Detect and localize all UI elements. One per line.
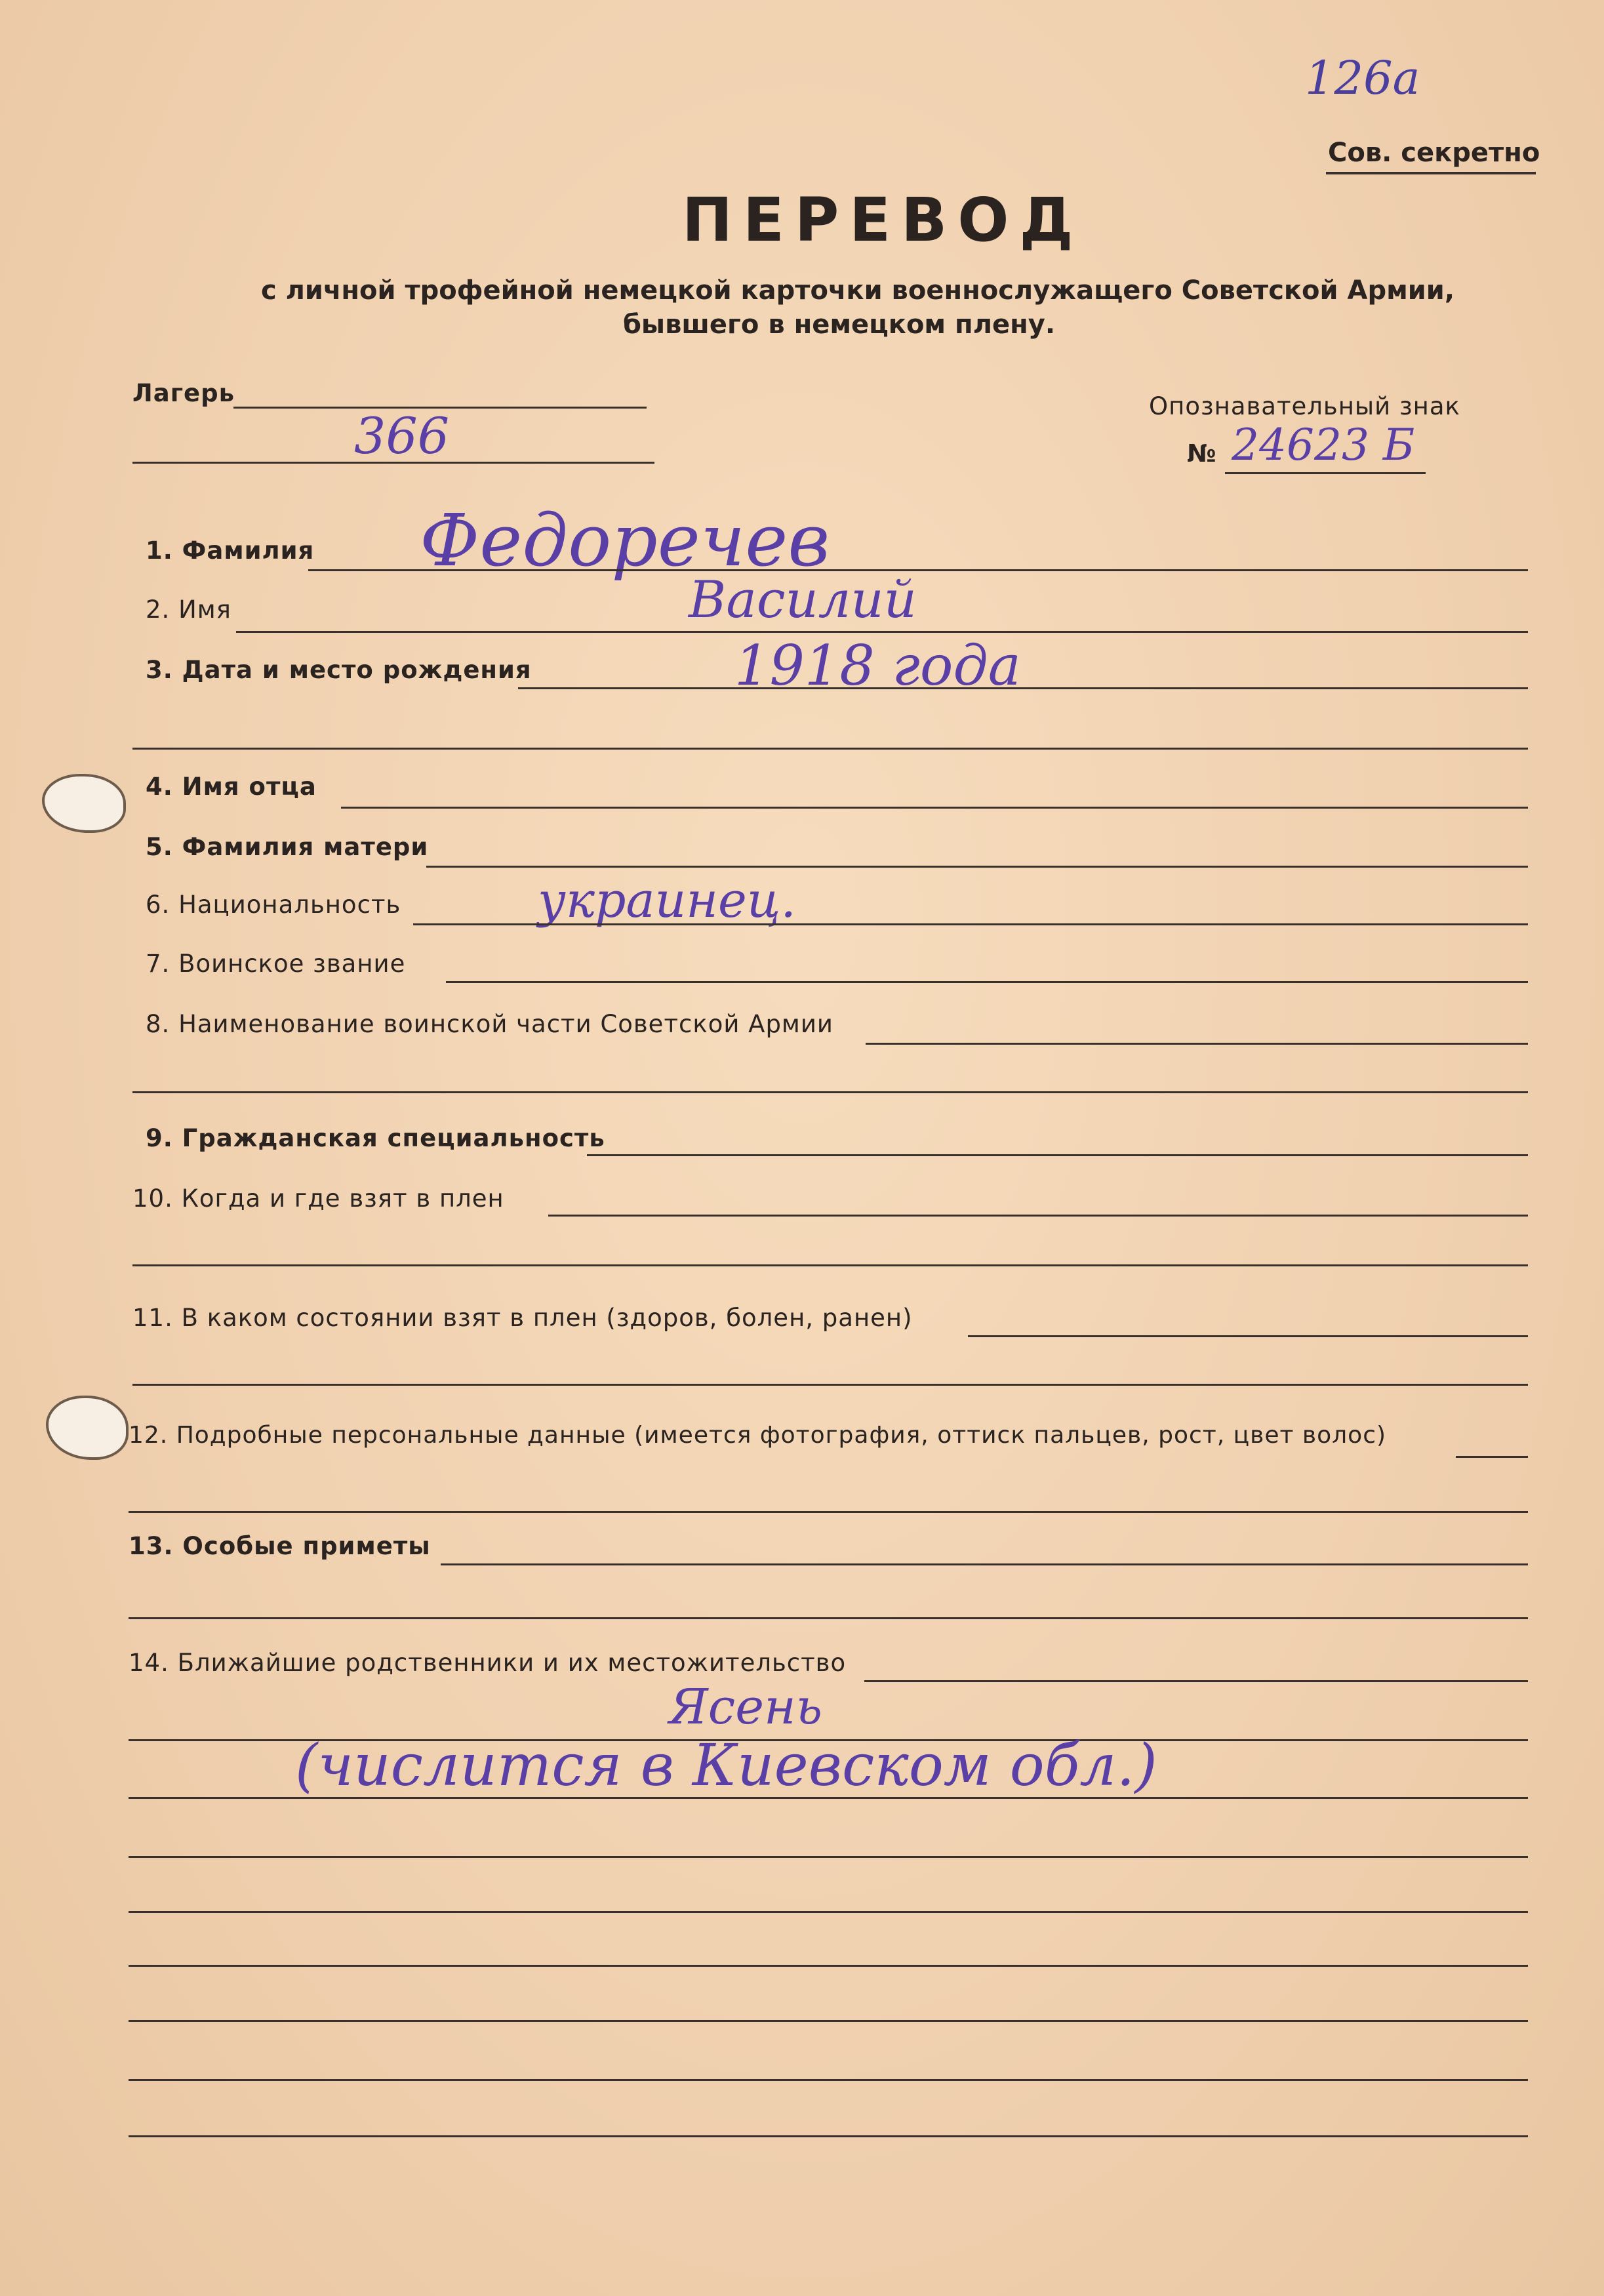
field-captured-label: 10. Когда и где взят в плен (132, 1184, 504, 1213)
classification-stamp: Сов. секретно (1328, 138, 1540, 168)
field-name-value: Василий (689, 571, 917, 630)
torn-hole-lower (46, 1396, 129, 1460)
archive-number: 126а (1305, 51, 1420, 105)
field-father-label: 4. Имя отца (146, 773, 317, 801)
relatives-value-line2: (числится в Киевском обл.) (295, 1731, 1157, 1799)
document-subtitle-line1: с личной трофейной немецкой карточки военнослужащего Советской Армии, (261, 275, 1455, 306)
field-profession-line (587, 1154, 1528, 1156)
camp-label: Лагерь (132, 379, 235, 407)
field-rank-line (446, 981, 1528, 983)
document-subtitle-line2: бывшего в немецком плену. (623, 310, 1056, 340)
blank-line (129, 2079, 1528, 2081)
blank-line (129, 1965, 1528, 1967)
field-surname-value: Федоречев (420, 498, 830, 582)
field-father-line (341, 807, 1528, 809)
document-title: ПЕРЕВОД (682, 185, 1084, 255)
field-name-line (236, 631, 1528, 633)
blank-line (129, 1856, 1528, 1858)
field-personal-data-label: 12. Подробные персональные данные (имеется фотография, оттиск пальцев, рост, цвет волос) (129, 1422, 1387, 1449)
field-mother-label: 5. Фамилия матери (146, 833, 429, 861)
blank-line (129, 1911, 1528, 1913)
field-birth-value: 1918 года (734, 634, 1021, 698)
field-birth-line-2 (132, 748, 1528, 750)
field-name-label: 2. Имя (146, 595, 231, 624)
field-marks-label: 13. Особые приметы (129, 1532, 431, 1560)
field-condition-line-2 (132, 1384, 1528, 1386)
field-captured-line-1 (548, 1215, 1528, 1217)
field-unit-label: 8. Наименование воинской части Советской Армии (146, 1010, 833, 1038)
camp-line-2 (132, 462, 654, 464)
camp-value: 366 (354, 407, 450, 465)
field-birth-line-1 (518, 687, 1528, 689)
field-surname-line (308, 569, 1528, 571)
field-surname-label: 1. Фамилия (146, 536, 315, 565)
field-marks-line-2 (129, 1617, 1528, 1619)
field-nationality-value: украинец. (538, 872, 796, 929)
relatives-value-line1: Ясень (669, 1679, 823, 1735)
field-personal-data-line-1 (1456, 1456, 1528, 1458)
field-condition-line-1 (968, 1335, 1528, 1337)
blank-line (129, 2135, 1528, 2137)
field-relatives-line-1 (864, 1680, 1528, 1682)
field-mother-line (426, 866, 1528, 868)
field-nationality-line (413, 923, 1528, 925)
field-condition-label: 11. В каком состоянии взят в плен (здоров, болен, ранен) (132, 1304, 913, 1332)
torn-hole-upper (42, 774, 126, 833)
id-mark-label: Опознавательный знак (1149, 392, 1460, 420)
field-personal-data-line-2 (129, 1511, 1528, 1513)
id-mark-line (1225, 472, 1426, 474)
field-birth-label: 3. Дата и место рождения (146, 656, 532, 684)
field-relatives-label: 14. Ближайшие родственники и их местожительство (129, 1649, 847, 1677)
classification-underline (1326, 172, 1536, 174)
field-captured-line-2 (132, 1264, 1528, 1266)
field-unit-line-2 (132, 1091, 1528, 1093)
id-mark-value: 24623 Б (1232, 420, 1415, 470)
field-marks-line-1 (441, 1563, 1528, 1565)
field-unit-line-1 (866, 1043, 1528, 1045)
field-nationality-label: 6. Национальность (146, 891, 401, 919)
field-profession-label: 9. Гражданская специальность (146, 1124, 605, 1152)
blank-line (129, 1797, 1528, 1799)
field-rank-label: 7. Воинское звание (146, 950, 406, 978)
blank-line (129, 2020, 1528, 2022)
id-mark-number-prefix: № (1187, 439, 1217, 468)
